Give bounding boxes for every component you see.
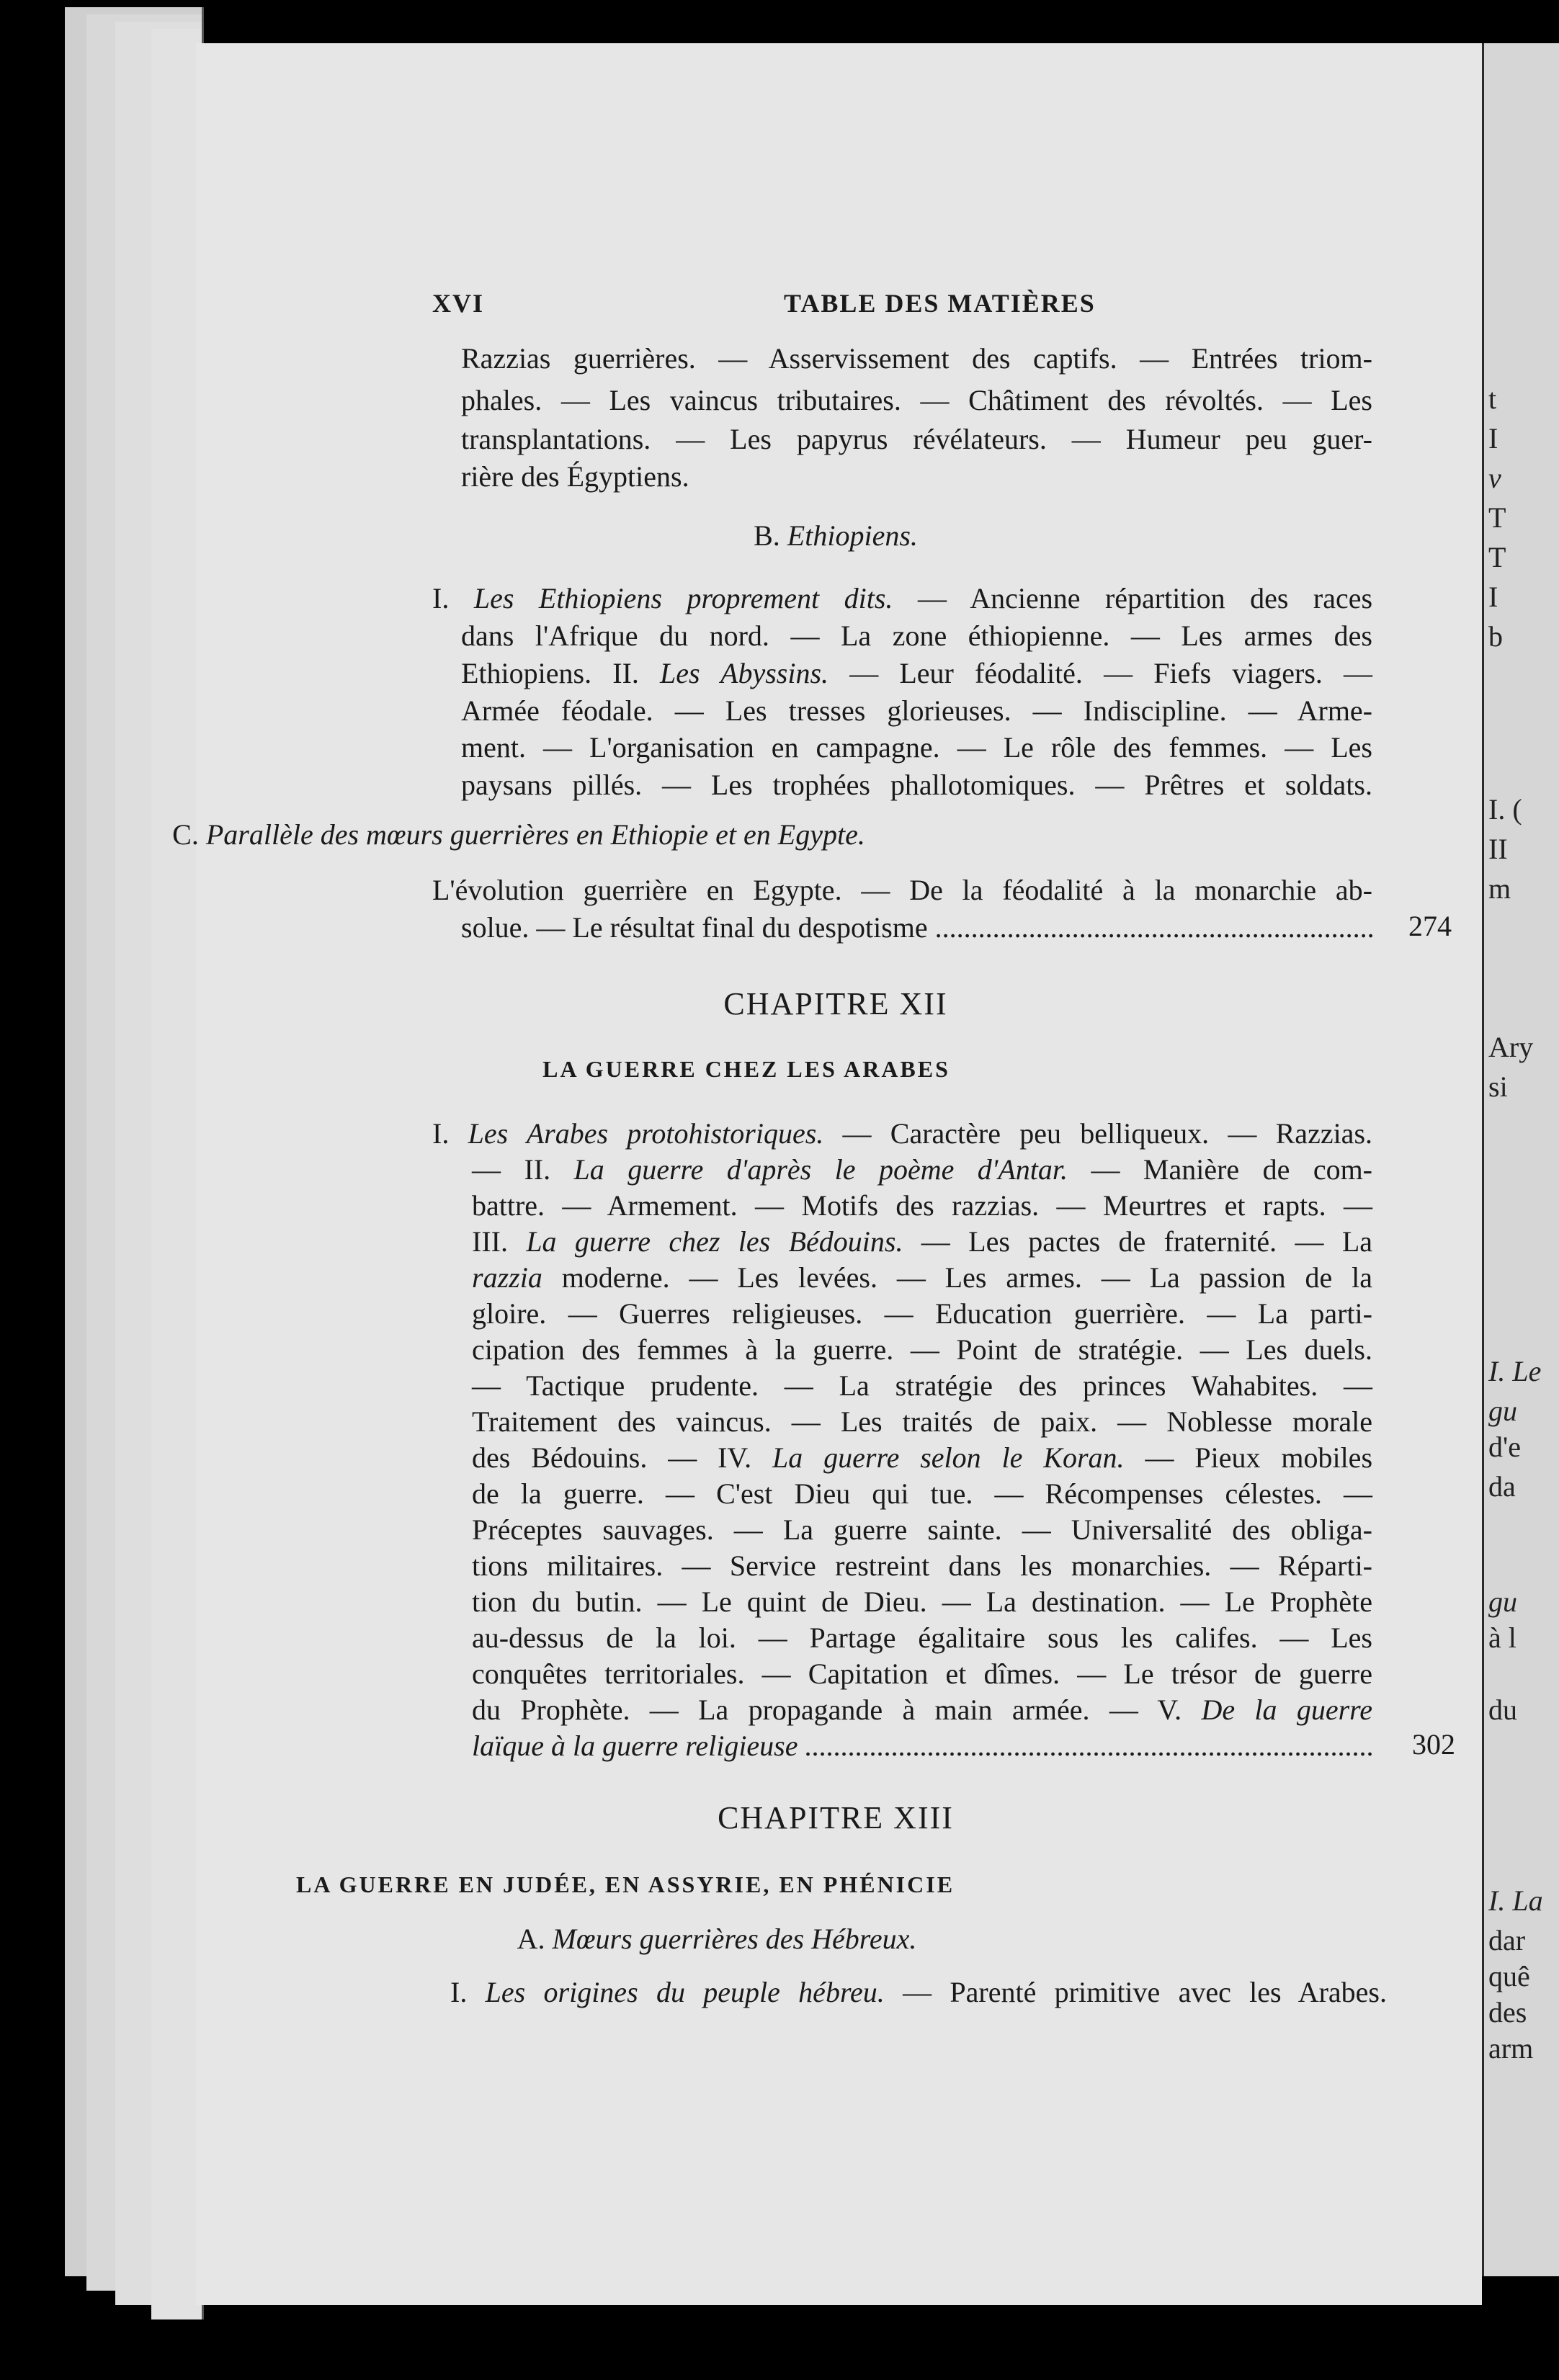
neighbor-fragment: I (1488, 581, 1498, 613)
neighbor-fragment: I. La (1488, 1884, 1543, 1917)
toc-line: de la guerre. — C'est Dieu qui tue. — Récompenses célestes. — (472, 1477, 1372, 1510)
neighbor-fragment: I. Le (1488, 1355, 1542, 1387)
chapter-label: CHAPITRE XIII (718, 1800, 954, 1835)
toc-line: au-dessus de la loi. — Partage égalitaire sous les califes. — Les (472, 1621, 1372, 1654)
toc-line: — II. La guerre d'après le poème d'Antar. — Manière de com- (472, 1153, 1372, 1186)
neighbor-fragment: Ary (1488, 1031, 1534, 1063)
toc-line: phales. — Les vaincus tributaires. — Châtiment des révoltés. — Les (461, 384, 1372, 416)
neighbor-fragment: m (1488, 872, 1511, 905)
toc-line: I. Les Ethiopiens proprement dits. — Ancienne répartition des races (432, 582, 1373, 614)
neighbor-fragment: du (1488, 1694, 1517, 1726)
neighbor-fragment: dar (1488, 1924, 1526, 1956)
toc-line: tion du butin. — Le quint de Dieu. — La destination. — Le Prophète (472, 1585, 1372, 1618)
page-number-roman: XVI (432, 289, 485, 318)
running-title: TABLE DES MATIÈRES (784, 289, 1096, 318)
toc-line: rière des Égyptiens. (461, 460, 689, 493)
neighbor-fragment: I (1488, 422, 1498, 455)
chapter-subtitle: LA GUERRE CHEZ LES ARABES (542, 1056, 950, 1082)
neighbor-fragment: gu (1488, 1585, 1517, 1618)
toc-line: L'évolution guerrière en Egypte. — De la féodalité à la monarchie ab- (432, 874, 1372, 906)
toc-line: Armée féodale. — Les tresses glorieuses. — Indiscipline. — Arme- (461, 694, 1372, 727)
neighbor-fragment: à l (1488, 1621, 1516, 1654)
section-letter: B. (754, 519, 780, 552)
neighbor-fragment: gu (1488, 1395, 1517, 1427)
toc-line: ment. — L'organisation en campagne. — Le rôle des femmes. — Les (461, 731, 1372, 764)
toc-line: transplantations. — Les papyrus révélateurs. — Humeur peu guer- (461, 423, 1372, 455)
toc-line: du Prophète. — La propagande à main armée. — V. De la guerre (472, 1694, 1372, 1726)
neighbor-fragment: si (1488, 1070, 1508, 1103)
neighbor-fragment: b (1488, 620, 1503, 653)
neighbor-fragment: da (1488, 1470, 1516, 1503)
toc-line: gloire. — Guerres religieuses. — Education guerrière. — La parti- (472, 1297, 1372, 1330)
toc-line-leader: solue. — Le résultat final du despotisme ..... (461, 909, 1372, 947)
toc-line: paysans pillés. — Les trophées phallotomiques. — Prêtres et soldats. (461, 769, 1372, 801)
toc-line: Ethiopiens. II. Les Abyssins. — Leur féodalité. — Fiefs viagers. — (461, 657, 1373, 689)
toc-line: cipation des femmes à la guerre. — Point de stratégie. — Les duels. (472, 1333, 1372, 1366)
neighbor-fragment: I. ( (1488, 793, 1522, 826)
section-title: Ethiopiens. (787, 519, 918, 552)
neighbor-fragment: t (1488, 382, 1497, 415)
toc-line-leader: laïque à la guerre religieuse ..... (472, 1727, 1372, 1765)
neighbor-page (1484, 43, 1559, 2276)
toc-line: battre. — Armement. — Motifs des razzias. — Meurtres et rapts. — (472, 1189, 1372, 1222)
toc-line: des Bédouins. — IV. La guerre selon le Koran. — Pieux mobiles (472, 1441, 1373, 1474)
toc-line: Traitement des vaincus. — Les traités de paix. — Noblesse morale (472, 1405, 1372, 1438)
toc-line: I. Les Arabes protohistoriques. — Caractère peu belliqueux. — Razzias. (432, 1117, 1373, 1150)
toc-line: Razzias guerrières. — Asservissement des captifs. — Entrées triom- (461, 342, 1372, 375)
chapter-label: CHAPITRE XII (723, 986, 948, 1021)
neighbor-fragment: quê (1488, 1960, 1530, 1992)
toc-line: tions militaires. — Service restreint dans les monarchies. — Réparti- (472, 1549, 1372, 1582)
neighbor-fragment: T (1488, 541, 1506, 573)
neighbor-fragment: T (1488, 501, 1506, 534)
toc-line: dans l'Afrique du nord. — La zone éthiopienne. — Les armes des (461, 619, 1372, 652)
section-heading-b (754, 519, 918, 552)
toc-line: III. La guerre chez les Bédouins. — Les pactes de fraternité. — La (472, 1225, 1373, 1258)
page-ref: 274 (1408, 910, 1452, 942)
toc-line: conquêtes territoriales. — Capitation et dîmes. — Le trésor de guerre (472, 1658, 1372, 1690)
toc-line: razzia moderne. — Les levées. — Les armes. — La passion de la (472, 1261, 1372, 1294)
neighbor-fragment: des (1488, 1996, 1527, 2028)
neighbor-fragment: v (1488, 462, 1501, 494)
toc-line: I. Les origines du peuple hébreu. — Parenté primitive avec les Arabes. (450, 1976, 1388, 2008)
neighbor-fragment: II (1488, 833, 1508, 865)
toc-line: — Tactique prudente. — La stratégie des princes Wahabites. — (472, 1369, 1372, 1402)
section-heading-c: C. Parallèle des mœurs guerrières en Ethiopie et en Egypte. (172, 818, 865, 851)
section-heading: A. Mœurs guerrières des Hébreux. (517, 1923, 917, 1955)
chapter-subtitle: LA GUERRE EN JUDÉE, EN ASSYRIE, EN PHÉNICIE (295, 1871, 955, 1897)
neighbor-fragment: arm (1488, 2032, 1534, 2064)
page-ref: 302 (1412, 1728, 1455, 1761)
toc-line: Préceptes sauvages. — La guerre sainte. — Universalité des obliga- (472, 1513, 1372, 1546)
neighbor-fragment: d'e (1488, 1431, 1521, 1463)
